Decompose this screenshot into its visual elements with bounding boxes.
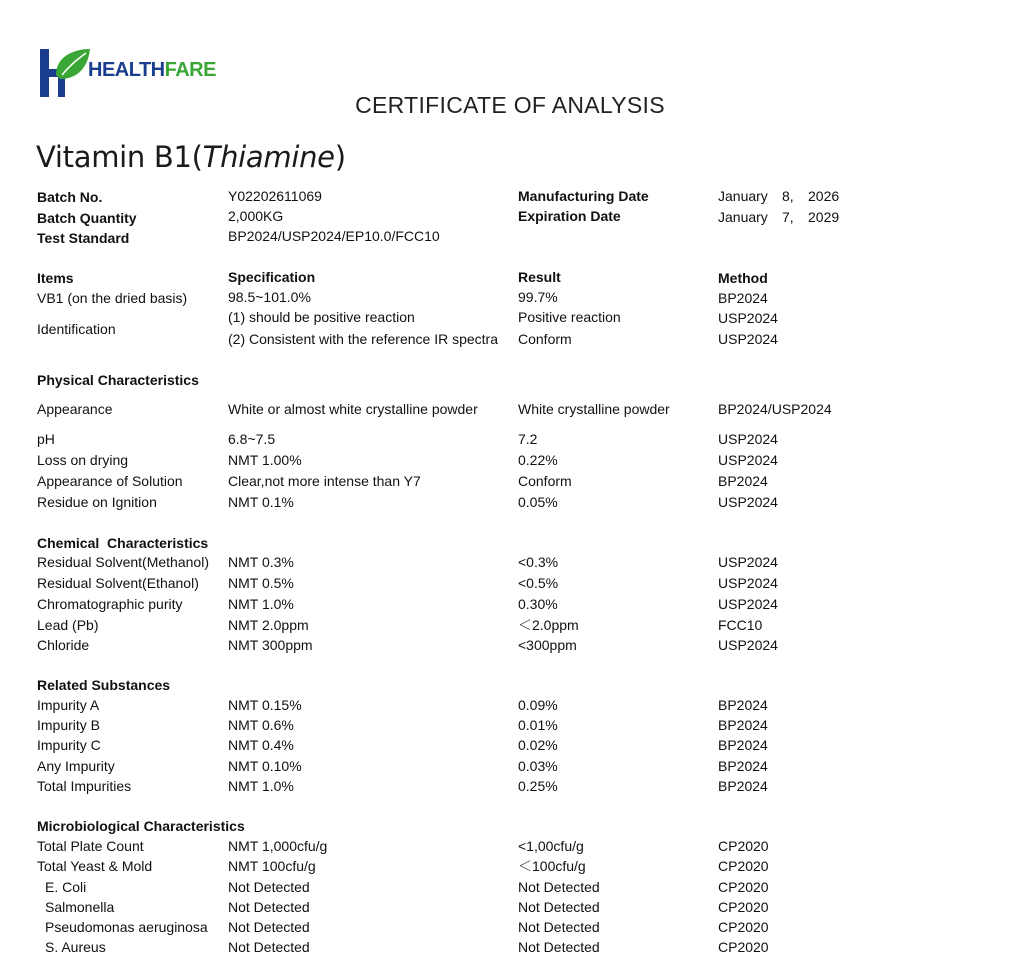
row-item: Chromatographic purity <box>37 596 183 612</box>
product-name: Vitamin B1(Thiamine) <box>36 140 346 174</box>
row-method: USP2024 <box>718 554 778 570</box>
row-result: ＜100cfu/g <box>518 858 586 874</box>
row-method: FCC10 <box>718 617 763 633</box>
row-spec: NMT 0.3% <box>228 554 294 570</box>
row-item: Impurity A <box>37 697 100 713</box>
section-heading: Microbiological Characteristics <box>37 818 245 834</box>
row-spec: NMT 300ppm <box>228 637 313 653</box>
section-heading: Related Substances <box>37 677 171 693</box>
row-item: Total Yeast & Mold <box>37 858 153 874</box>
row-method: BP2024 <box>718 697 768 713</box>
exp-day: 7, <box>782 209 794 225</box>
row-spec: NMT 100cfu/g <box>228 858 316 874</box>
row-spec: NMT 1.00% <box>228 452 302 468</box>
row-spec: (2) Consistent with the reference IR spectra <box>228 331 499 347</box>
row-spec: White or almost white crystalline powder <box>228 401 478 417</box>
exp-date-label: Expiration Date <box>518 208 621 224</box>
row-item: Impurity C <box>37 737 101 753</box>
row-method: USP2024 <box>718 331 778 347</box>
row-item: Appearance of Solution <box>37 473 183 489</box>
batch-no-value: Y02202611069 <box>228 188 322 204</box>
row-method: CP2020 <box>718 899 769 915</box>
test-standard-label: Test Standard <box>37 230 130 246</box>
row-result: 99.7% <box>518 289 558 305</box>
row-item: Chloride <box>37 637 90 653</box>
row-method: USP2024 <box>718 596 778 612</box>
row-spec: Clear,not more intense than Y7 <box>228 473 421 489</box>
row-item: Identification <box>37 321 116 337</box>
row-spec: NMT 0.10% <box>228 758 302 774</box>
row-result: 0.30% <box>518 596 558 612</box>
row-result: Not Detected <box>518 919 600 935</box>
row-item: Residue on Ignition <box>37 494 157 510</box>
row-item: pH <box>37 431 55 447</box>
row-spec: Not Detected <box>228 899 310 915</box>
batch-no-label: Batch No. <box>37 189 103 205</box>
row-result: 0.09% <box>518 697 558 713</box>
row-item: Total Impurities <box>37 778 132 794</box>
row-result: 0.22% <box>518 452 558 468</box>
row-result: Not Detected <box>518 879 600 895</box>
row-method: BP2024 <box>718 290 768 306</box>
batch-qty-label: Batch Quantity <box>37 210 137 226</box>
row-result: Not Detected <box>518 899 600 915</box>
row-result: 0.25% <box>518 778 558 794</box>
row-spec: NMT 1.0% <box>228 778 294 794</box>
row-item: Residual Solvent(Methanol) <box>37 554 209 570</box>
row-item: Appearance <box>37 401 113 417</box>
row-method: CP2020 <box>718 879 769 895</box>
row-item: Residual Solvent(Ethanol) <box>37 575 199 591</box>
row-method: BP2024 <box>718 758 768 774</box>
row-item: Lead (Pb) <box>37 617 99 633</box>
row-item: Loss on drying <box>37 452 129 468</box>
row-result: Not Detected <box>518 939 600 955</box>
header-specification: Specification <box>228 269 316 285</box>
row-spec: NMT 0.5% <box>228 575 294 591</box>
exp-year: 2029 <box>808 209 840 225</box>
logo-text-fare: FARE <box>164 59 216 81</box>
row-spec: NMT 2.0ppm <box>228 617 309 633</box>
test-standard-value: BP2024/USP2024/EP10.0/FCC10 <box>228 228 440 244</box>
row-method: BP2024 <box>718 717 768 733</box>
row-result: ＜2.0ppm <box>518 617 579 633</box>
row-item: S. Aureus <box>45 939 106 955</box>
row-spec: NMT 0.4% <box>228 737 294 753</box>
row-spec: 6.8~7.5 <box>228 431 276 447</box>
row-method: USP2024 <box>718 575 778 591</box>
row-method: CP2020 <box>718 939 769 955</box>
row-item: Salmonella <box>45 899 115 915</box>
row-result: 0.03% <box>518 758 558 774</box>
document-title: CERTIFICATE OF ANALYSIS <box>355 92 665 118</box>
row-method: USP2024 <box>718 431 778 447</box>
row-method: BP2024 <box>718 737 768 753</box>
row-item: Pseudomonas aeruginosa <box>45 919 208 935</box>
row-spec: NMT 1.0% <box>228 596 294 612</box>
row-spec: NMT 0.1% <box>228 494 294 510</box>
section-heading: Chemical Characteristics <box>37 535 209 551</box>
row-result: White crystalline powder <box>518 401 670 417</box>
row-method: CP2020 <box>718 858 769 874</box>
row-result: <300ppm <box>518 637 577 653</box>
row-result: <0.5% <box>518 575 559 591</box>
row-method: CP2020 <box>718 838 769 854</box>
row-method: USP2024 <box>718 452 778 468</box>
mfg-year: 2026 <box>808 188 840 204</box>
row-result: 0.02% <box>518 737 558 753</box>
header-method: Method <box>718 270 768 286</box>
row-spec: NMT 1,000cfu/g <box>228 838 328 854</box>
row-item: VB1 (on the dried basis) <box>37 290 188 306</box>
row-item: E. Coli <box>45 879 87 895</box>
row-result: Positive reaction <box>518 309 621 325</box>
row-method: USP2024 <box>718 310 778 326</box>
row-method: BP2024/USP2024 <box>718 401 832 417</box>
logo-text-health: HEALTH <box>88 59 165 81</box>
section-heading: Physical Characteristics <box>37 372 199 388</box>
row-item: Any Impurity <box>37 758 115 774</box>
row-method: USP2024 <box>718 637 778 653</box>
row-result: Conform <box>518 473 572 489</box>
row-result: 0.05% <box>518 494 558 510</box>
row-method: BP2024 <box>718 778 768 794</box>
row-result: 7.2 <box>518 431 538 447</box>
row-result: <0.3% <box>518 554 559 570</box>
row-method: USP2024 <box>718 494 778 510</box>
row-result: 0.01% <box>518 717 558 733</box>
header-items: Items <box>37 270 74 286</box>
header-result: Result <box>518 269 561 285</box>
row-result: Conform <box>518 331 572 347</box>
mfg-date-label: Manufacturing Date <box>518 188 649 204</box>
batch-qty-value: 2,000KG <box>228 208 284 224</box>
row-result: <1,00cfu/g <box>518 838 584 854</box>
row-spec: NMT 0.6% <box>228 717 294 733</box>
row-spec: NMT 0.15% <box>228 697 302 713</box>
row-spec: (1) should be positive reaction <box>228 309 415 325</box>
row-spec: Not Detected <box>228 939 310 955</box>
mfg-day: 8, <box>782 188 794 204</box>
mfg-month: January <box>718 188 768 204</box>
row-spec: 98.5~101.0% <box>228 289 311 305</box>
row-method: BP2024 <box>718 473 768 489</box>
exp-month: January <box>718 209 768 225</box>
row-item: Total Plate Count <box>37 838 144 854</box>
row-spec: Not Detected <box>228 919 310 935</box>
row-spec: Not Detected <box>228 879 310 895</box>
row-method: CP2020 <box>718 919 769 935</box>
row-item: Impurity B <box>37 717 101 733</box>
